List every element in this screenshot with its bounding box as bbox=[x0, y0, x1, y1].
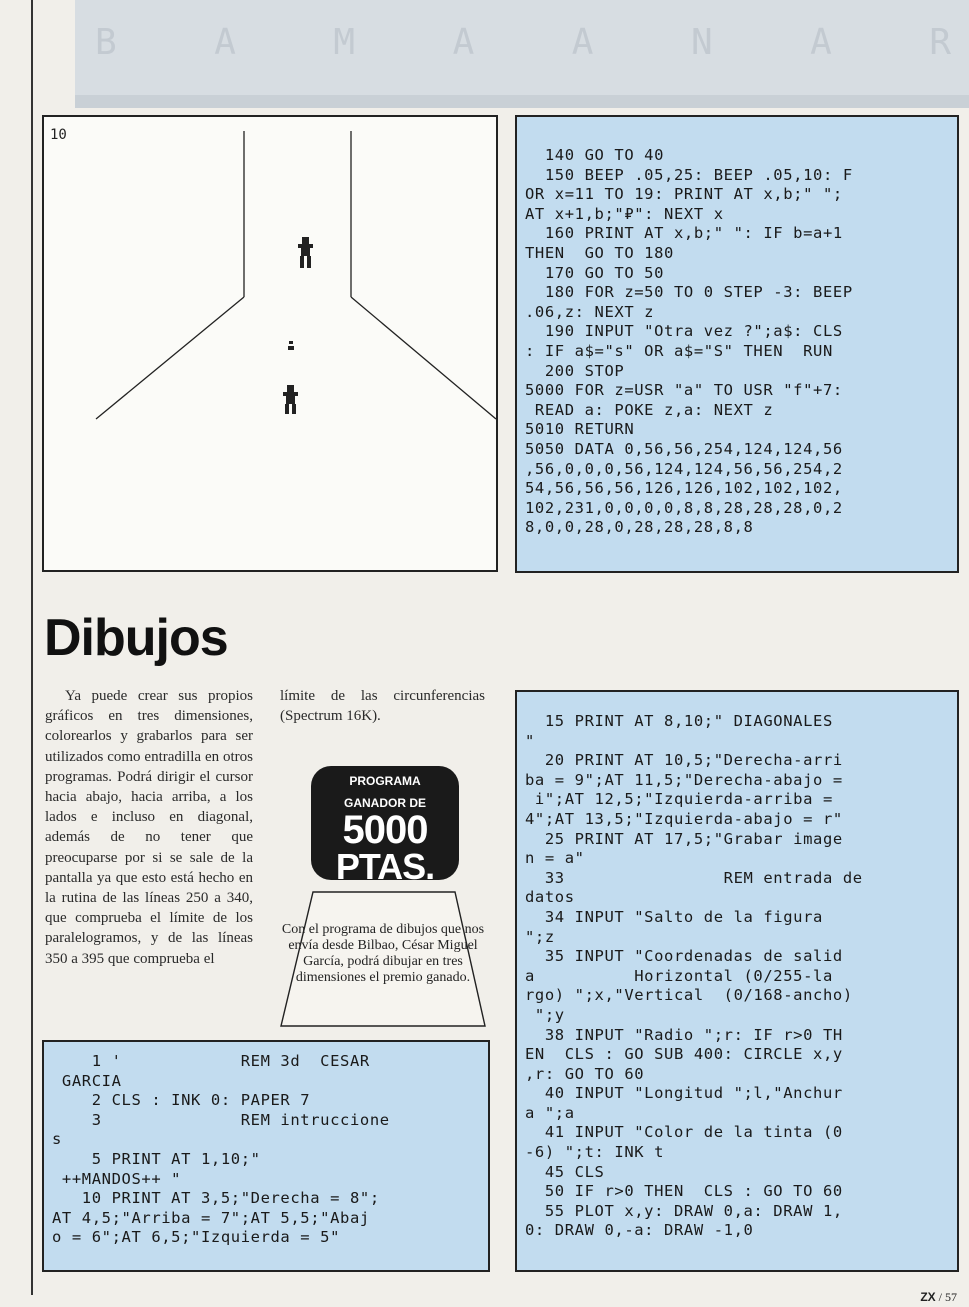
article-column-2: límite de las circunferencias (Spectrum 16K). bbox=[280, 688, 485, 725]
player-figure-top bbox=[298, 237, 313, 268]
player-figure-bottom bbox=[283, 385, 298, 414]
callout-text: Con el programa de dibujos que nos envía desde Bilbao, César Miguel García, podrá dibujar en tres dimensiones el premio ganado. bbox=[281, 922, 485, 985]
code-line: 10 PRINT AT 3,5;"Derecha = 8"; bbox=[52, 1189, 380, 1208]
code-line: 54,56,56,56,126,126,102,102,102, bbox=[525, 479, 843, 498]
code-line: rgo) ";x,"Vertical (0/168-ancho) bbox=[525, 986, 853, 1005]
banner-glyph: A bbox=[214, 22, 240, 63]
code-line: o = 6";AT 6,5;"Izquierda = 5" bbox=[52, 1228, 341, 1247]
code-line: s bbox=[52, 1130, 62, 1149]
badge-line-1: PROGRAMA bbox=[349, 774, 421, 788]
code-line: n = a" bbox=[525, 849, 585, 868]
code-line: 2 CLS : INK 0: PAPER 7 bbox=[52, 1091, 311, 1110]
code-line: ba = 9";AT 11,5;"Derecha-abajo = bbox=[525, 770, 843, 789]
code-line: ,r: GO TO 60 bbox=[525, 1064, 645, 1083]
banner-glyph: A bbox=[452, 22, 479, 63]
code-line: READ a: POKE z,a: NEXT z bbox=[525, 400, 774, 419]
code-line: AT 4,5;"Arriba = 7";AT 5,5;"Abaj bbox=[52, 1208, 370, 1227]
page-margin-rule bbox=[31, 0, 33, 1295]
game-road-drawing bbox=[44, 117, 496, 570]
road-left-diagonal bbox=[96, 297, 244, 419]
code-line: 140 GO TO 40 bbox=[525, 146, 665, 164]
code-line: " bbox=[525, 731, 535, 750]
code-line: ";z bbox=[525, 927, 555, 946]
code-line: 55 PLOT x,y: DRAW 0,a: DRAW 1, bbox=[525, 1201, 843, 1220]
code-line: a Horizontal (0/255-la bbox=[525, 966, 833, 985]
article-title: Dibujos bbox=[44, 609, 228, 667]
banner-glyph: B bbox=[95, 22, 121, 63]
folio-magazine: ZX bbox=[920, 1290, 936, 1304]
code-line: 200 STOP bbox=[525, 361, 625, 380]
code-line: 160 PRINT AT x,b;" ": IF b=a+1 bbox=[525, 224, 843, 243]
badge-amount: 5000 bbox=[342, 808, 428, 852]
code-line: 20 PRINT AT 10,5;"Derecha-arri bbox=[525, 751, 843, 770]
code-line: 35 INPUT "Coordenadas de salid bbox=[525, 947, 843, 966]
code-line: AT x+1,b;"₽": NEXT x bbox=[525, 204, 724, 223]
banner-glyph: M bbox=[333, 22, 360, 63]
code-line: 34 INPUT "Salto de la figura bbox=[525, 907, 823, 926]
code-line: THEN GO TO 180 bbox=[525, 243, 674, 262]
code-line: 25 PRINT AT 17,5;"Grabar image bbox=[525, 829, 843, 848]
code-line: 33 REM entrada de bbox=[525, 868, 863, 887]
code-line: 3 REM intruccione bbox=[52, 1110, 390, 1129]
article-column-1: Ya puede crear sus propios gráficos en tres dimensiones, colorearlos y grabarlos para ser utilizados como entradilla en otros programas. Podrá dirigir el cursor hacia abajo, hacia arriba, a los lados e incluso en diagonal, además de no tener que preocuparse por si se sale de la pantalla ya que esto está hecho en la rutina de las líneas 250 a 340, que comprueba el límite de los paralelogramos, y de las líneas 350 a 395 que comprueba el bbox=[45, 688, 253, 967]
code-line: datos bbox=[525, 888, 575, 907]
listing-top-right bbox=[515, 115, 959, 573]
listing-bottom-left bbox=[42, 1040, 490, 1272]
badge-line-2: GANADOR DE bbox=[343, 796, 426, 810]
code-line: 5 PRINT AT 1,10;" bbox=[52, 1149, 261, 1168]
code-line: 190 INPUT "Otra vez ?";a$: CLS bbox=[525, 322, 843, 341]
code-line: ++MANDOS++ " bbox=[52, 1169, 182, 1188]
code-line: ,56,0,0,0,56,124,124,56,56,254,2 bbox=[525, 459, 843, 478]
ball-sprite bbox=[288, 341, 294, 350]
game-screenshot bbox=[42, 115, 498, 572]
code-line: 102,231,0,0,0,0,8,8,28,28,28,0,2 bbox=[525, 498, 843, 517]
banner-glyph: R bbox=[929, 22, 955, 63]
banner-glyph: N bbox=[690, 22, 717, 63]
code-line: GARCIA bbox=[52, 1071, 122, 1090]
code-line: .06,z: NEXT z bbox=[525, 302, 655, 321]
listing-bottom-right bbox=[515, 690, 959, 1272]
header-banner bbox=[75, 0, 969, 108]
banner-glyphs bbox=[95, 22, 955, 63]
prize-callout bbox=[279, 890, 487, 1028]
code-line: 15 PRINT AT 8,10;" DIAGONALES bbox=[525, 712, 833, 730]
code-line: 0: DRAW 0,-a: DRAW -1,0 bbox=[525, 1221, 754, 1240]
code-line: 45 CLS bbox=[525, 1162, 605, 1181]
code-line: 180 FOR z=50 TO 0 STEP -3: BEEP bbox=[525, 283, 853, 302]
banner-band bbox=[75, 95, 969, 108]
code-line: 5010 RETURN bbox=[525, 420, 635, 439]
code-line: OR x=11 TO 19: PRINT AT x,b;" "; bbox=[525, 185, 843, 204]
prize-badge bbox=[311, 766, 459, 887]
code-line: -6) ";t: INK t bbox=[525, 1143, 665, 1162]
code-line: i";AT 12,5;"Izquierda-arriba = bbox=[525, 790, 833, 809]
code-line: 150 BEEP .05,25: BEEP .05,10: F bbox=[525, 165, 853, 184]
code-line: : IF a$="s" OR a$="S" THEN RUN bbox=[525, 341, 833, 360]
code-line: 8,0,0,28,0,28,28,28,8,8 bbox=[525, 518, 754, 537]
code-line: 4";AT 13,5;"Izquierda-abajo = r" bbox=[525, 809, 843, 828]
code-line: 40 INPUT "Longitud ";l,"Anchur bbox=[525, 1084, 843, 1103]
code-line: ";y bbox=[525, 1005, 565, 1024]
banner-glyph: A bbox=[810, 22, 836, 63]
code-line: 50 IF r>0 THEN CLS : GO TO 60 bbox=[525, 1182, 843, 1201]
code-line: 1 ' REM 3d CESAR bbox=[52, 1052, 370, 1070]
badge-currency: PTAS. bbox=[335, 846, 435, 887]
banner-glyph: A bbox=[571, 22, 598, 63]
game-score: 10 bbox=[50, 127, 67, 143]
code-line: 5050 DATA 0,56,56,254,124,124,56 bbox=[525, 439, 843, 458]
road-right-diagonal bbox=[351, 297, 496, 419]
code-line: EN CLS : GO SUB 400: CIRCLE x,y bbox=[525, 1045, 843, 1064]
page-folio bbox=[920, 1290, 957, 1305]
code-line: 170 GO TO 50 bbox=[525, 263, 665, 282]
code-line: a ";a bbox=[525, 1103, 575, 1122]
folio-page: / 57 bbox=[938, 1290, 957, 1304]
code-line: 5000 FOR z=USR "a" TO USR "f"+7: bbox=[525, 381, 843, 400]
code-line: 41 INPUT "Color de la tinta (0 bbox=[525, 1123, 843, 1142]
code-line: 38 INPUT "Radio ";r: IF r>0 TH bbox=[525, 1025, 843, 1044]
